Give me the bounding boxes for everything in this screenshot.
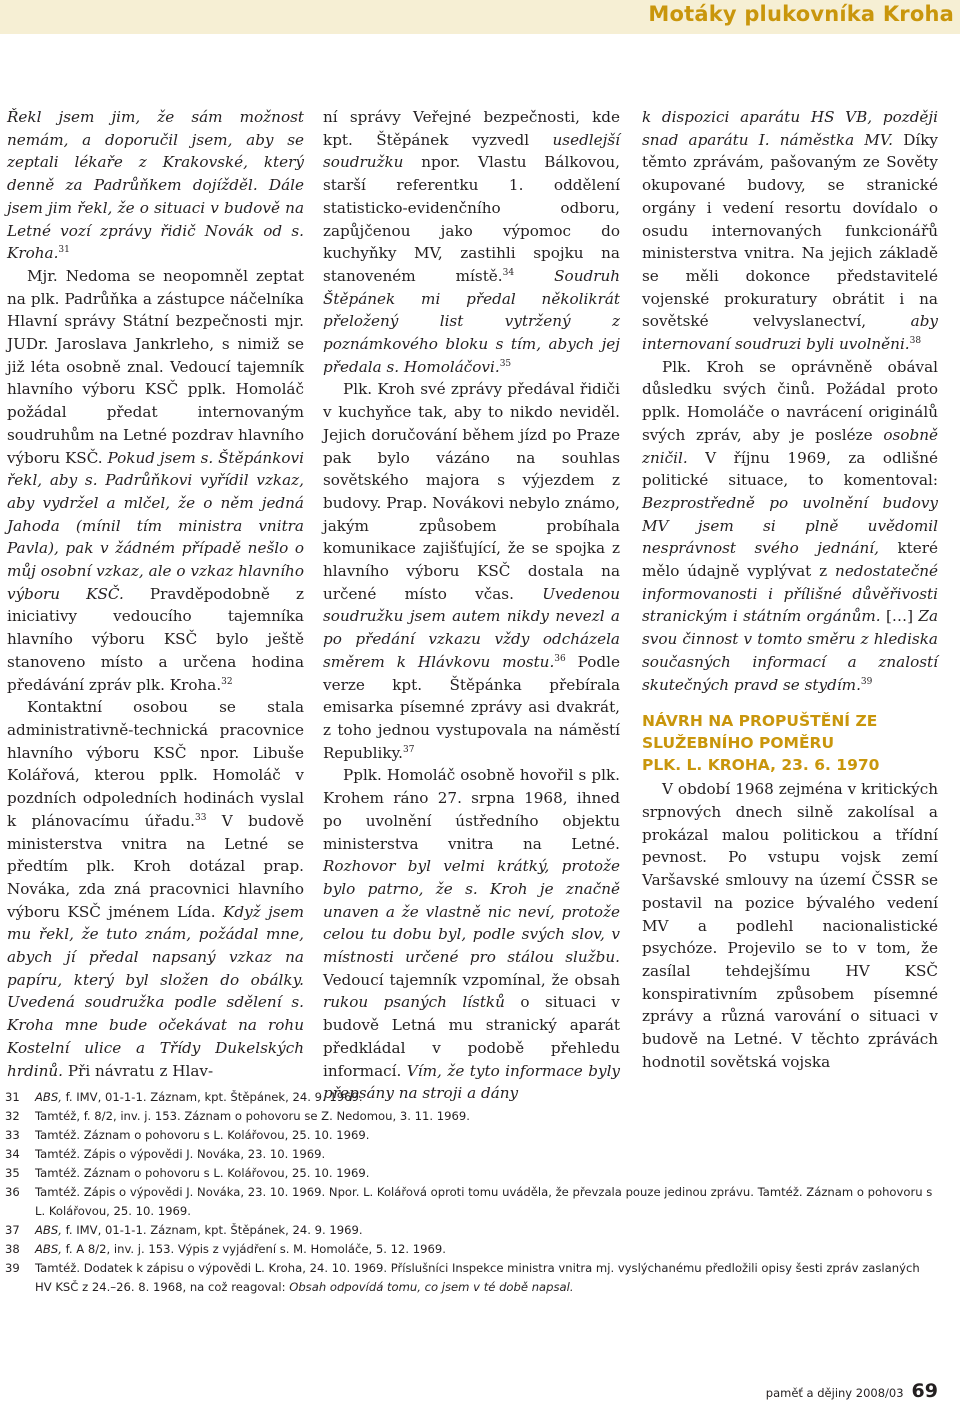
footnote-source: ABS, — [35, 1223, 62, 1237]
quote-text: Pokud jsem s. Štěpánkovi řekl, aby s. Padrůňkovi vyřídil vzkaz, aby vydržel a mlčel, že o něm jedná Jahoda (mínil tím ministra vnitra Pavla), pak v žádném případě nešlo o můj osobní vzkaz, ale o vzkaz hlavního výboru KSČ. — [7, 448, 304, 603]
body-text: Pravděpodobně z iniciativy vedoucího tajemníka hlavního výboru KSČ bylo ještě stanoveno místo a určena hodina předávání zpráv plk. Kroha. — [7, 584, 304, 694]
body-text: o situaci v budově Letná mu stranický aparát předkládal v podobě přehledu informací. — [323, 993, 620, 1080]
paragraph — [323, 764, 620, 1105]
footnote-body: Tamtéž. Zápis o výpovědi J. Nováka, 23. 10. 1969. Npor. L. Kolářová oproti tomu uváděla, že převzala pouze jedinou zprávu. Tamtéž. Záznam o pohovoru s L. Kolářovou, 25. 10. 1969. — [35, 1185, 933, 1218]
footnote-body: Tamtéž. Záznam o pohovoru s L. Kolářovou, 25. 10. 1969. — [35, 1128, 370, 1142]
footnote-text — [35, 1145, 935, 1164]
footnote-item — [5, 1240, 935, 1259]
paragraph — [323, 378, 620, 764]
body-text: V říjnu 1969, za odlišné politické situace, to komentoval: — [642, 448, 938, 490]
footnote-number: 32 — [5, 1109, 20, 1123]
body-text: ní správy Veřejné bezpečnosti, kde kpt. Štěpánek vyzvedl — [323, 108, 620, 149]
quote-text: Uvedenou soudružku jsem autem nikdy nevezl a po předání vzkazu vždy odcházela směrem k Hlávkovu mostu. — [323, 584, 620, 671]
page-footer — [766, 1380, 938, 1402]
body-text: Vedoucí tajemník vzpomínal, že obsah — [323, 970, 620, 989]
page-number: 69 — [911, 1380, 938, 1402]
footnote-ref[interactable]: 33 — [195, 812, 207, 823]
footnote-number: 38 — [5, 1242, 20, 1256]
quote-text: Když jsem mu řekl, že tuto znám, požádal mne, abych jí předal napsaný vzkaz na papíru, který byl složen do obálky. Uvedená soudružka podle sdělení s. Kroha mne bude očekávat na rohu Kostelní ulice a Třídy Dukelských hrdinů. — [7, 902, 304, 1080]
footnote-ref[interactable]: 38 — [909, 335, 922, 346]
footnote-item — [5, 1107, 935, 1126]
section-heading — [642, 710, 938, 776]
footnote-item — [5, 1145, 935, 1164]
body-text: V období 1968 zejména v kritických srpnových dnech silně zakolísal a prokázal malou politickou a třídní pevnost. Po vstupu vojsk zemí Varšavské smlouvy na území ČSSR se postavil na pozice bývalého vedení MV a podlehl nacionalistické psychóze. Projevilo se to v tom, že zasílal tehdejšímu HV KSČ konspirativním způsobem písemné zprávy a různá varování o situaci v budově na Letné. V těchto zprávách hodnotil sovětská vojska — [642, 780, 938, 1071]
footnote-item — [5, 1259, 935, 1297]
footnotes — [5, 1088, 935, 1297]
quote-text: k dispozici aparátu HS VB, později snad aparátu I. náměstka MV. — [642, 108, 938, 149]
footnote-ref[interactable]: 32 — [221, 676, 233, 687]
footnote-text — [35, 1240, 935, 1259]
footnote-number: 35 — [5, 1166, 20, 1180]
paragraph — [7, 696, 304, 1082]
footnote-number: 39 — [5, 1261, 20, 1275]
footnote-text — [35, 1183, 935, 1221]
section-heading-line: NÁVRH NA PROPUŠTĚNÍ ZE SLUŽEBNÍHO POMĚRU — [642, 712, 878, 753]
journal-issue-label: paměť a dějiny 2008/03 — [765, 1386, 904, 1400]
footnote-ref[interactable]: 36 — [554, 653, 566, 664]
footnote-source: ABS, — [35, 1090, 62, 1104]
quote-text: nedostatečné informovanosti i přílišné důvěřivosti stranickým i státním orgánům. — [642, 562, 938, 626]
quote-text: Řekl jsem jim, že sám možnost nemám, a doporučil jsem, aby se zeptali lékaře z Krakovské, který denně za Padrůňkem dojížděl. Dále jsem jim řekl, že o situaci v budově na Letné vozí zprávy řidič Novák od s. Kroha. — [7, 108, 304, 263]
paragraph — [7, 265, 304, 696]
paragraph — [642, 356, 938, 697]
footnote-body: Tamtéž. Záznam o pohovoru s L. Kolářovou, 25. 10. 1969. — [35, 1166, 370, 1180]
footnote-item — [5, 1088, 935, 1107]
text-column-2 — [323, 106, 620, 1105]
text-column-1 — [7, 106, 304, 1082]
footnote-item — [5, 1126, 935, 1145]
footnote-body: f. IMV, 01-1-1. Záznam, kpt. Štěpánek, 24. 9. 1969. — [61, 1223, 363, 1237]
paragraph — [323, 106, 620, 378]
footnote-item — [5, 1183, 935, 1221]
footnote-number: 36 — [5, 1185, 20, 1199]
footnote-item — [5, 1164, 935, 1183]
text-column-3 — [642, 106, 938, 1073]
quote-text: rukou psaných lístků — [323, 993, 505, 1012]
body-text: Kontaktní osobou se stala administrativně-technická pracovnice hlavního výboru KSČ npor. Libuše Kolářová, kterou pplk. Homoláč v pozdních odpoledních hodinách vyslal k plánovacímu úřadu. — [7, 698, 304, 830]
paragraph — [642, 778, 938, 1073]
paragraph — [7, 106, 304, 265]
footnote-ref[interactable]: 39 — [860, 676, 873, 687]
footnote-text — [35, 1107, 935, 1126]
body-text: Díky těmto zprávám, pašovaným ze Sověty okupované budovy, se stranické orgány i vedení resortu dovídalo o osudu internovaných funkcionářů ministerstva vnitra. Na jejich základě se měli dokonce představitelé vojenské prokuratury obrátit i na sovětské velvyslanectví, — [642, 130, 939, 331]
quote-text: Soudruh Štěpánek mi předal několikrát přeložený list vytržený z poznámkového bloku s tím, abych jej předala s. Homoláčovi. — [323, 266, 621, 376]
paragraph — [642, 106, 938, 356]
footnote-body: f. IMV, 01-1-1. Záznam, kpt. Štěpánek, 24. 9. 1969. — [61, 1090, 363, 1104]
quote-text: aby internovaní soudruzi byli uvolněni. — [642, 312, 939, 354]
footnote-ref[interactable]: 37 — [402, 744, 415, 755]
section-heading-line: PLK. L. KROHA, 23. 6. 1970 — [642, 756, 880, 775]
footnote-ref[interactable]: 35 — [499, 358, 512, 369]
quote-text: Rozhovor byl velmi krátký, protože bylo patrno, že s. Kroh je značně unaven a že vlastně nic neví, protože celou tu dobu byl, podle svých slov, v místnosti určené pro stálou službu. — [323, 857, 620, 967]
quote-text: Bezprostředně po uvolnění budovy MV jsem si plně uvědomil nesprávnost svého jednání, — [642, 493, 938, 558]
body-text: Při návratu z Hlav- — [67, 1061, 214, 1080]
body-text: Mjr. Nedoma se neopomněl zeptat na plk. Padrůňka a zástupce náčelníka Hlavní správy Státní bezpečnosti mjr. JUDr. Jaroslava Jankrleho, s nimiž se již léta osobně znal. Vedoucí tajemník hlavního výboru KSČ pplk. Homoláč požádal předat internovaným soudruhům na Letné pozdrav hlavního výboru KSČ. — [7, 266, 304, 467]
footnote-quote: Obsah odpovídá tomu, co jsem v té době napsal. — [289, 1280, 574, 1294]
body-text: […] — [885, 607, 914, 626]
footnote-ref[interactable]: 34 — [502, 267, 515, 278]
quote-text: Vím, že tyto informace byly přepsány na stroji a dány — [323, 1061, 621, 1103]
footnote-item — [5, 1221, 935, 1240]
footnote-text — [35, 1221, 935, 1240]
body-text: Podle verze kpt. Štěpánka přebírala emisarka písemné zprávy asi dvakrát, z toho jednou vystupovala na náměstí Republiky. — [323, 652, 620, 762]
footnote-text — [35, 1259, 935, 1297]
footnote-source: ABS, — [35, 1242, 62, 1256]
quote-text: usedlejší soudružku — [323, 130, 620, 172]
footnote-number: 37 — [5, 1223, 20, 1237]
footnote-body: Tamtéž, f. 8/2, inv. j. 153. Záznam o pohovoru se Z. Nedomou, 3. 11. 1969. — [35, 1109, 470, 1123]
footnote-number: 34 — [5, 1147, 20, 1161]
footnote-number: 33 — [5, 1128, 20, 1142]
footnote-text — [35, 1088, 935, 1107]
footnote-text — [35, 1164, 935, 1183]
body-text: které mělo údajně vyplývat z — [642, 539, 938, 581]
body-text: Plk. Kroh se oprávněně obával důsledku svých činů. Požádal proto pplk. Homoláče o navrácení originálů svých zpráv, aby je posléze — [642, 357, 938, 444]
quote-text: osobně zničil. — [642, 425, 938, 467]
body-text: Plk. Kroh své zprávy předával řidiči v kuchyňce tak, aby to nikdo neviděl. Jejich doručování během jízd po Praze pak bylo vázáno na souhlas sovětského majora s výjezdem z budovy. Prap. Novákovi nebylo známo, jakým způsobem probíhala komunikace zajišťující, že se spojka z hlavního výboru KSČ dostala na určené místo včas. — [323, 380, 620, 603]
header-bar — [0, 0, 960, 34]
footnote-body: f. A 8/2, inv. j. 153. Výpis z vyjádření s. M. Homoláče, 5. 12. 1969. — [61, 1242, 446, 1256]
body-text: Pplk. Homoláč osobně hovořil s plk. Krohem ráno 27. srpna 1968, ihned po uvolnění ústředního objektu ministerstva vnitra na Letné. — [323, 766, 620, 853]
footnote-body: Tamtéž. Dodatek k zápisu o výpovědi L. Kroha, 24. 10. 1969. Příslušníci Inspekce ministra vnitra mj. vyslýchanému předložili opisy šesti zpráv zaslaných HV KSČ z 24.–26. 8. 1968, na což reagoval: — [35, 1261, 920, 1294]
footnote-ref[interactable]: 31 — [58, 245, 70, 256]
footnote-body: Tamtéž. Zápis o výpovědi J. Nováka, 23. 10. 1969. — [35, 1147, 326, 1161]
body-text: V budově ministerstva vnitra na Letné se předtím plk. Kroh dotázal prap. Nováka, zda zná pracovnici hlavního výboru KSČ jménem Lída. — [7, 811, 305, 921]
footnote-number: 31 — [5, 1090, 20, 1104]
quote-text: Za svou činnost v tomto směru z hlediska současných informací a znalostí skutečných pravd se stydím. — [642, 607, 938, 694]
running-title: Motáky plukovníka Kroha — [648, 2, 954, 26]
body-text: npor. Vlastu Bálkovou, starší referentku 1. oddělení statisticko-evidenčního odboru, zapůjčenou jako výpomoc do kuchyňky MV, zastihli spojku na stanoveném místě. — [323, 153, 620, 285]
footnote-text — [35, 1126, 935, 1145]
